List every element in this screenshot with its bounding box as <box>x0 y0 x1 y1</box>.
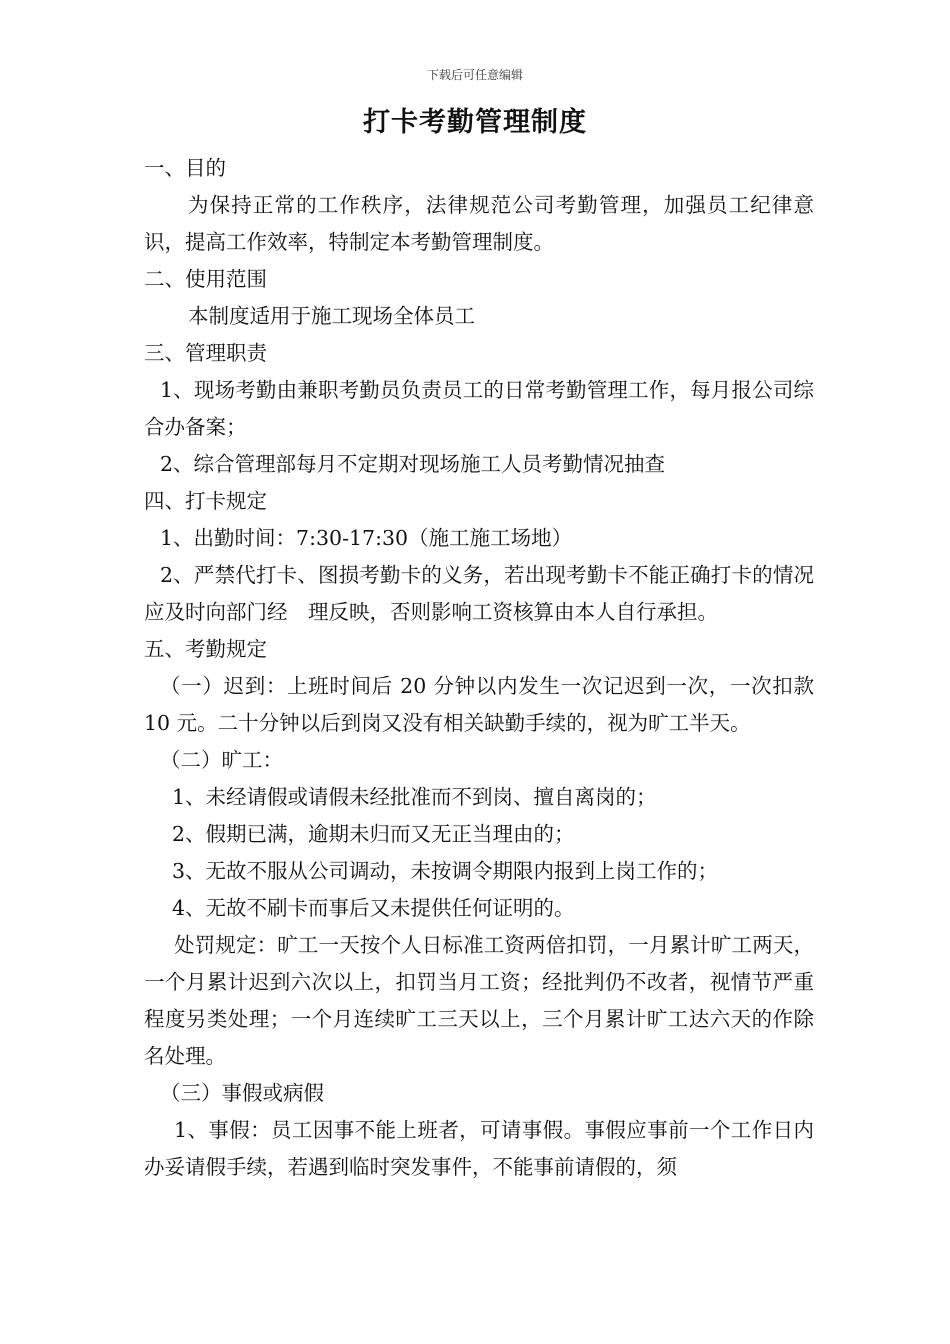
paragraph-personal-leave: 1、事假：员工因事不能上班者，可请事假。事假应事前一个工作日内办妥请假手续，若遇到临时突发事件，不能事前请假的，须 <box>144 1118 814 1179</box>
paragraph-absence-4: 4、无故不刷卡而事后又未提供任何证明的。 <box>172 896 575 920</box>
document-title: 打卡考勤管理制度 <box>363 107 587 138</box>
paragraph-late: （一）迟到：上班时间后 20 分钟以内发生一次记迟到一次，一次扣款 10 元。二十分钟以后到岗又没有相关缺勤手续的，视为旷工半天。 <box>144 674 814 735</box>
section-heading-clock-in: 四、打卡规定 <box>144 489 267 513</box>
paragraph-absence-2: 2、假期已满，逾期未归而又无正当理由的； <box>172 822 575 846</box>
paragraph-scope: 本制度适用于施工现场全体员工 <box>188 304 475 328</box>
paragraph-absence-1: 1、未经请假或请假未经批准而不到岗、擅自离岗的； <box>172 785 657 809</box>
page-header-note: 下载后可任意编辑 <box>426 68 523 82</box>
section-heading-scope: 二、使用范围 <box>144 267 267 291</box>
paragraph-duties-1: 1、现场考勤由兼职考勤员负责员工的日常考勤管理工作，每月报公司综合办备案； <box>144 378 814 439</box>
paragraph-clock-in-1: 1、出勤时间：7:30-17:30（施工施工场地） <box>160 526 573 550</box>
paragraph-absence-heading: （二）旷工： <box>160 748 283 772</box>
document-body <box>144 150 814 1186</box>
paragraph-absence-3: 3、无故不服从公司调动，未按调令期限内报到上岗工作的； <box>172 859 719 883</box>
paragraph-purpose: 为保持正常的工作秩序，法律规范公司考勤管理，加强员工纪律意识，提高工作效率，特制定本考勤管理制度。 <box>144 193 814 254</box>
paragraph-leave-heading: （三）事假或病假 <box>160 1081 324 1105</box>
paragraph-duties-2: 2、综合管理部每月不定期对现场施工人员考勤情况抽查 <box>160 452 666 476</box>
paragraph-clock-in-2: 2、严禁代打卡、图损考勤卡的义务，若出现考勤卡不能正确打卡的情况应及时向部门经 理反映，否则影响工资核算由本人自行承担。 <box>144 563 814 624</box>
section-heading-attendance: 五、考勤规定 <box>144 637 267 661</box>
paragraph-penalty: 处罚规定：旷工一天按个人日标准工资两倍扣罚，一月累计旷工两天，一个月累计迟到六次以上，扣罚当月工资；经批判仍不改者，视情节严重程度另类处理；一个月连续旷工三天以上，三个月累计旷工达六天的作除名处理。 <box>144 933 814 1068</box>
section-heading-purpose: 一、目的 <box>144 156 226 180</box>
section-heading-duties: 三、管理职责 <box>144 341 267 365</box>
